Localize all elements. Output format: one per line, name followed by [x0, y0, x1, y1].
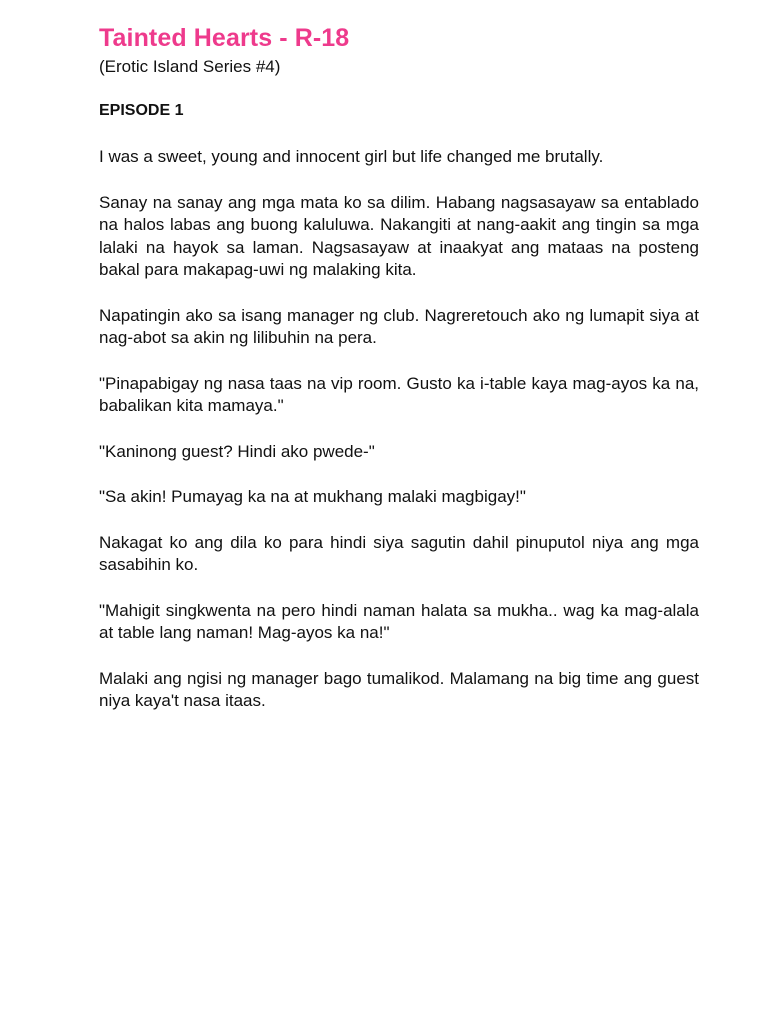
- paragraph: "Mahigit singkwenta na pero hindi naman halata sa mukha.. wag ka mag-alala at table lang naman! Mag-ayos ka na!": [99, 600, 699, 642]
- paragraph: I was a sweet, young and innocent girl but life changed me brutally.: [99, 147, 604, 166]
- episode-heading: EPISODE 1: [99, 102, 184, 119]
- paragraph: Malaki ang ngisi ng manager bago tumalikod. Malamang na big time ang guest niya kaya't nasa itaas.: [99, 668, 699, 710]
- document-page: [99, 22, 699, 713]
- page-title: Tainted Hearts - R-18: [99, 24, 350, 52]
- paragraph: "Sa akin! Pumayag ka na at mukhang malaki magbigay!": [99, 487, 526, 506]
- series-subtitle: (Erotic Island Series #4): [99, 57, 281, 76]
- paragraph: Sanay na sanay ang mga mata ko sa dilim. Habang nagsasayaw sa entablado na halos labas ang buong kaluluwa. Nakangiti at nang-aakit ang tingin sa mga lalaki na hayok sa laman. Nagsasayaw at inaakyat ang mataas na posteng bakal para makapag-uwi ng malaking kita.: [99, 192, 699, 279]
- paragraph: Nakagat ko ang dila ko para hindi siya sagutin dahil pinuputol niya ang mga sasabihin ko.: [99, 532, 699, 574]
- paragraph: "Kaninong guest? Hindi ako pwede-": [99, 441, 375, 461]
- paragraph: Napatingin ako sa isang manager ng club. Nagreretouch ako ng lumapit siya at nag-abot sa akin ng lilibuhin na pera.: [99, 305, 699, 347]
- paragraph: "Pinapabigay ng nasa taas na vip room. Gusto ka i-table kaya mag-ayos ka na, babalikan kita mamaya.": [99, 373, 699, 415]
